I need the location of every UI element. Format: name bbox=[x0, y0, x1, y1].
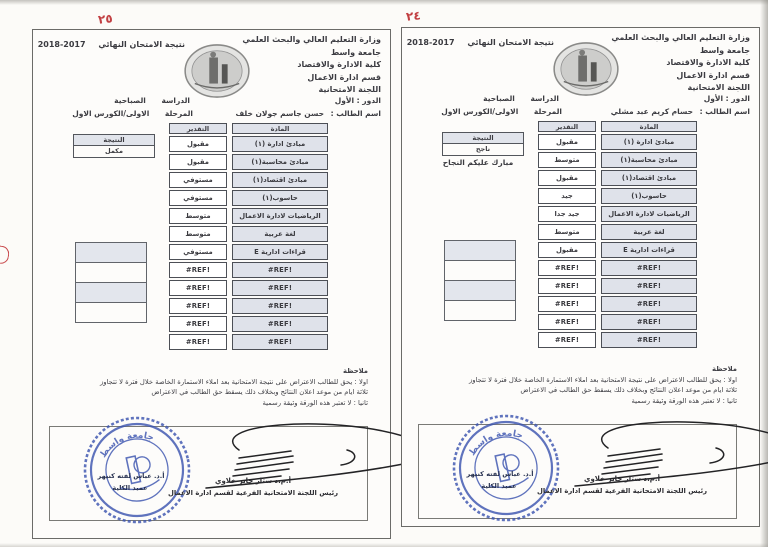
subject-cell: #REF! bbox=[601, 296, 697, 312]
empty-grid-row bbox=[445, 241, 515, 261]
subject-cell: #REF! bbox=[601, 314, 697, 330]
table-row bbox=[538, 260, 697, 276]
subject-cell: #REF! bbox=[232, 262, 328, 278]
grade-cell: #REF! bbox=[538, 260, 596, 276]
grade-cell: جيد جدا bbox=[538, 206, 596, 222]
subject-cell: قراءات ادارية E bbox=[232, 244, 328, 260]
notes-title: ملاحظة bbox=[711, 365, 737, 373]
subject-cell: #REF! bbox=[601, 260, 697, 276]
subject-cell: #REF! bbox=[601, 332, 697, 348]
empty-grid bbox=[75, 242, 147, 323]
dean-title: عميد الكلية bbox=[112, 484, 148, 492]
subject-column-header: المادة bbox=[601, 121, 697, 132]
red-ink-mark bbox=[0, 245, 10, 265]
table-row bbox=[538, 206, 697, 222]
table-row bbox=[538, 314, 697, 330]
committee-line: اللجنة الامتحانية bbox=[687, 83, 750, 93]
empty-grid-row bbox=[76, 263, 146, 283]
dean-name: أ.د. عباس لفته كنيهر bbox=[97, 472, 165, 480]
committee-head-title: رئيس اللجنة الامتحانية الفرعية لقسم ادارة الاعمال bbox=[536, 487, 708, 495]
ministry-header bbox=[242, 34, 381, 97]
stamp-text: جامعة واسط bbox=[98, 430, 156, 460]
empty-grid-row bbox=[445, 261, 515, 281]
table-header-row bbox=[169, 123, 328, 134]
handwritten-page-number-right: ٢٤ bbox=[405, 8, 422, 24]
table-row bbox=[538, 242, 697, 258]
subject-cell: قراءات ادارية E bbox=[601, 242, 697, 258]
table-row bbox=[169, 280, 328, 296]
note-line-1: اولا : يحق للطالب الاعتراض على نتيجة الامتحانية بعد املاء الاستمارة الخاصة خلال فترة لا تتجاوز bbox=[100, 377, 368, 386]
grade-cell: #REF! bbox=[169, 280, 227, 296]
grade-cell: مقبول bbox=[538, 170, 596, 186]
subject-cell: مبادئ اقتصاد(١) bbox=[601, 170, 697, 186]
table-row bbox=[538, 188, 697, 204]
student-name-line bbox=[235, 109, 381, 118]
table-row bbox=[538, 134, 697, 150]
grade-cell: متوسط bbox=[538, 224, 596, 240]
subject-cell: #REF! bbox=[232, 280, 328, 296]
svg-text:جامعة واسط bbox=[464, 425, 527, 460]
table-row bbox=[538, 278, 697, 294]
table-row bbox=[169, 226, 328, 242]
table-row bbox=[169, 334, 328, 350]
student-name-label: اسم الطالب : bbox=[330, 109, 381, 118]
table-row bbox=[169, 208, 328, 224]
table-row bbox=[538, 296, 697, 312]
notes-section bbox=[76, 366, 368, 408]
grade-cell: جيد bbox=[538, 188, 596, 204]
empty-grid bbox=[444, 240, 516, 321]
stamp-text: جامعة واسط bbox=[467, 428, 525, 458]
table-row bbox=[538, 224, 697, 240]
exam-result-certificate-left bbox=[32, 29, 391, 539]
stage-value: الاولى/الكورس الاول bbox=[441, 107, 519, 116]
title-text: نتيجة الامتحان النهائي bbox=[467, 38, 554, 47]
college-line: كلية الادارة والاقتصاد bbox=[297, 60, 381, 70]
note-line-1: اولا : يحق للطالب الاعتراض على نتيجة الامتحانية بعد املاء الاستمارة الخاصة خلال فترة لا تتجاوز bbox=[469, 375, 737, 384]
grade-cell: مقبول bbox=[538, 242, 596, 258]
grade-cell: #REF! bbox=[169, 298, 227, 314]
academic-years: 2017-2018 bbox=[406, 38, 455, 47]
university-logo bbox=[552, 41, 620, 97]
ministry-line: وزارة التعليم العالي والبحث العلمي bbox=[611, 33, 750, 42]
study-value: الصباحية bbox=[483, 94, 515, 103]
document-title bbox=[39, 40, 185, 49]
notes-section bbox=[445, 364, 737, 406]
handwritten-signature bbox=[151, 424, 421, 512]
grade-cell: #REF! bbox=[169, 262, 227, 278]
student-name: حسن جاسم جولان خلف bbox=[235, 109, 325, 118]
empty-grid-row bbox=[445, 281, 515, 301]
table-row bbox=[538, 152, 697, 168]
empty-grid-row bbox=[445, 301, 515, 320]
university-line: جامعة واسط bbox=[699, 45, 750, 55]
department-line: قسم ادارة الاعمال bbox=[676, 70, 750, 80]
table-row bbox=[169, 172, 328, 188]
result-value: ناجح bbox=[475, 145, 491, 153]
subject-cell: #REF! bbox=[232, 334, 328, 350]
subject-column-header: المادة bbox=[232, 123, 328, 134]
subject-cell: لغة عربية bbox=[232, 226, 328, 242]
dean-title: عميد الكلية bbox=[481, 482, 517, 490]
svg-text:جامعة واسط bbox=[95, 427, 158, 462]
grade-cell: #REF! bbox=[169, 334, 227, 350]
empty-grid-row bbox=[76, 303, 146, 322]
stage-label: المرحلة bbox=[164, 109, 193, 118]
grade-cell: مقبول bbox=[169, 154, 227, 170]
academic-years: 2017-2018 bbox=[37, 40, 86, 49]
grade-cell: متوسط bbox=[538, 152, 596, 168]
grade-cell: متوسط bbox=[169, 208, 227, 224]
stage-value: الاولى/الكورس الاول bbox=[72, 109, 150, 118]
result-box bbox=[442, 132, 524, 156]
scan-edge-shadow-top bbox=[0, 0, 768, 5]
subject-cell: #REF! bbox=[232, 298, 328, 314]
university-logo bbox=[183, 43, 251, 99]
stage-line bbox=[441, 107, 562, 116]
subject-cell: الرياضيات لادارة الاعمال bbox=[601, 206, 697, 222]
table-row bbox=[169, 190, 328, 206]
table-row bbox=[169, 136, 328, 152]
grade-cell: مقبول bbox=[538, 134, 596, 150]
committee-line: اللجنة الامتحانية bbox=[318, 85, 381, 95]
congratulations-text: مبارك عليكم النجاح bbox=[442, 158, 514, 167]
subject-cell: الرياضيات لادارة الاعمال bbox=[232, 208, 328, 224]
result-box bbox=[73, 134, 155, 158]
ministry-line: وزارة التعليم العالي والبحث العلمي bbox=[242, 35, 381, 44]
scan-edge-shadow-bottom bbox=[0, 543, 768, 547]
handwritten-page-number-left: ٢٥ bbox=[97, 11, 114, 27]
grade-cell: #REF! bbox=[538, 332, 596, 348]
note-line-2: ثلاثة ايام من موعد اعلان النتائج وبخلاف ذلك يسقط حق الطالب في الاعتراض bbox=[151, 388, 368, 396]
study-type-line bbox=[114, 96, 190, 105]
grade-cell: مستوفي bbox=[169, 172, 227, 188]
exam-round-line: الدور : الأول bbox=[703, 94, 750, 103]
grade-cell: #REF! bbox=[538, 314, 596, 330]
dean-name: أ.د. عباس لفته كنيهر bbox=[466, 470, 534, 478]
study-type-line bbox=[483, 94, 559, 103]
grade-cell: #REF! bbox=[169, 316, 227, 332]
student-name-line bbox=[611, 107, 750, 116]
grade-cell: مستوفي bbox=[169, 244, 227, 260]
table-row bbox=[169, 298, 328, 314]
subject-cell: مبادئ ادارة (١) bbox=[232, 136, 328, 152]
committee-head-name: أ.م.د ستار جابر خلاوي bbox=[584, 475, 660, 483]
title-text: نتيجة الامتحان النهائي bbox=[98, 40, 185, 49]
table-header-row bbox=[538, 121, 697, 132]
marks-table bbox=[164, 121, 333, 352]
college-line: كلية الادارة والاقتصاد bbox=[666, 58, 750, 68]
table-row bbox=[169, 262, 328, 278]
study-label: الدراسة bbox=[530, 94, 559, 103]
subject-cell: مبادئ اقتصاد(١) bbox=[232, 172, 328, 188]
stage-line bbox=[72, 109, 193, 118]
subject-cell: لغة عربية bbox=[601, 224, 697, 240]
department-line: قسم ادارة الاعمال bbox=[307, 72, 381, 82]
document-title bbox=[408, 38, 554, 47]
subject-cell: مبادئ محاسبة(١) bbox=[601, 152, 697, 168]
note-line-2: ثلاثة ايام من موعد اعلان النتائج وبخلاف ذلك يسقط حق الطالب في الاعتراض bbox=[520, 386, 737, 394]
committee-head-name: أ.م.د ستار جابر خلاوي bbox=[215, 477, 291, 485]
result-header: النتيجة bbox=[74, 135, 154, 146]
subject-cell: حاسوب(١) bbox=[601, 188, 697, 204]
grade-cell: متوسط bbox=[169, 226, 227, 242]
result-value: مكمل bbox=[105, 147, 123, 155]
table-row bbox=[169, 316, 328, 332]
notes-title: ملاحظة bbox=[342, 367, 368, 375]
table-row bbox=[538, 332, 697, 348]
marks-table bbox=[533, 119, 702, 350]
table-row bbox=[169, 244, 328, 260]
university-line: جامعة واسط bbox=[330, 47, 381, 57]
exam-result-certificate-right bbox=[401, 27, 760, 527]
exam-round-line: الدور : الأول bbox=[334, 96, 381, 105]
result-header: النتيجة bbox=[443, 133, 523, 144]
note-line-3: ثانيا : لا تعتبر هذه الورقة وثيقة رسمية bbox=[262, 398, 368, 407]
subject-cell: حاسوب(١) bbox=[232, 190, 328, 206]
subject-cell: #REF! bbox=[601, 278, 697, 294]
table-row bbox=[538, 170, 697, 186]
ministry-header bbox=[611, 32, 750, 95]
note-line-3: ثانيا : لا تعتبر هذه الورقة وثيقة رسمية bbox=[631, 396, 737, 405]
handwritten-signature bbox=[520, 422, 768, 510]
subject-cell: #REF! bbox=[232, 316, 328, 332]
grade-cell: مستوفي bbox=[169, 190, 227, 206]
grade-column-header: التقدير bbox=[169, 123, 227, 134]
subject-cell: مبادئ محاسبة(١) bbox=[232, 154, 328, 170]
empty-grid-row bbox=[76, 243, 146, 263]
committee-head-title: رئيس اللجنة الامتحانية الفرعية لقسم ادارة الاعمال bbox=[167, 489, 339, 497]
student-name-label: اسم الطالب : bbox=[699, 107, 750, 116]
grade-cell: مقبول bbox=[169, 136, 227, 152]
table-row bbox=[169, 154, 328, 170]
empty-grid-row bbox=[76, 283, 146, 303]
student-name: حسام كريم عبد مشلي bbox=[610, 107, 694, 116]
subject-cell: مبادئ ادارة (١) bbox=[601, 134, 697, 150]
stage-label: المرحلة bbox=[533, 107, 562, 116]
study-label: الدراسة bbox=[161, 96, 190, 105]
grade-cell: #REF! bbox=[538, 296, 596, 312]
grade-cell: #REF! bbox=[538, 278, 596, 294]
grade-column-header: التقدير bbox=[538, 121, 596, 132]
study-value: الصباحية bbox=[114, 96, 146, 105]
